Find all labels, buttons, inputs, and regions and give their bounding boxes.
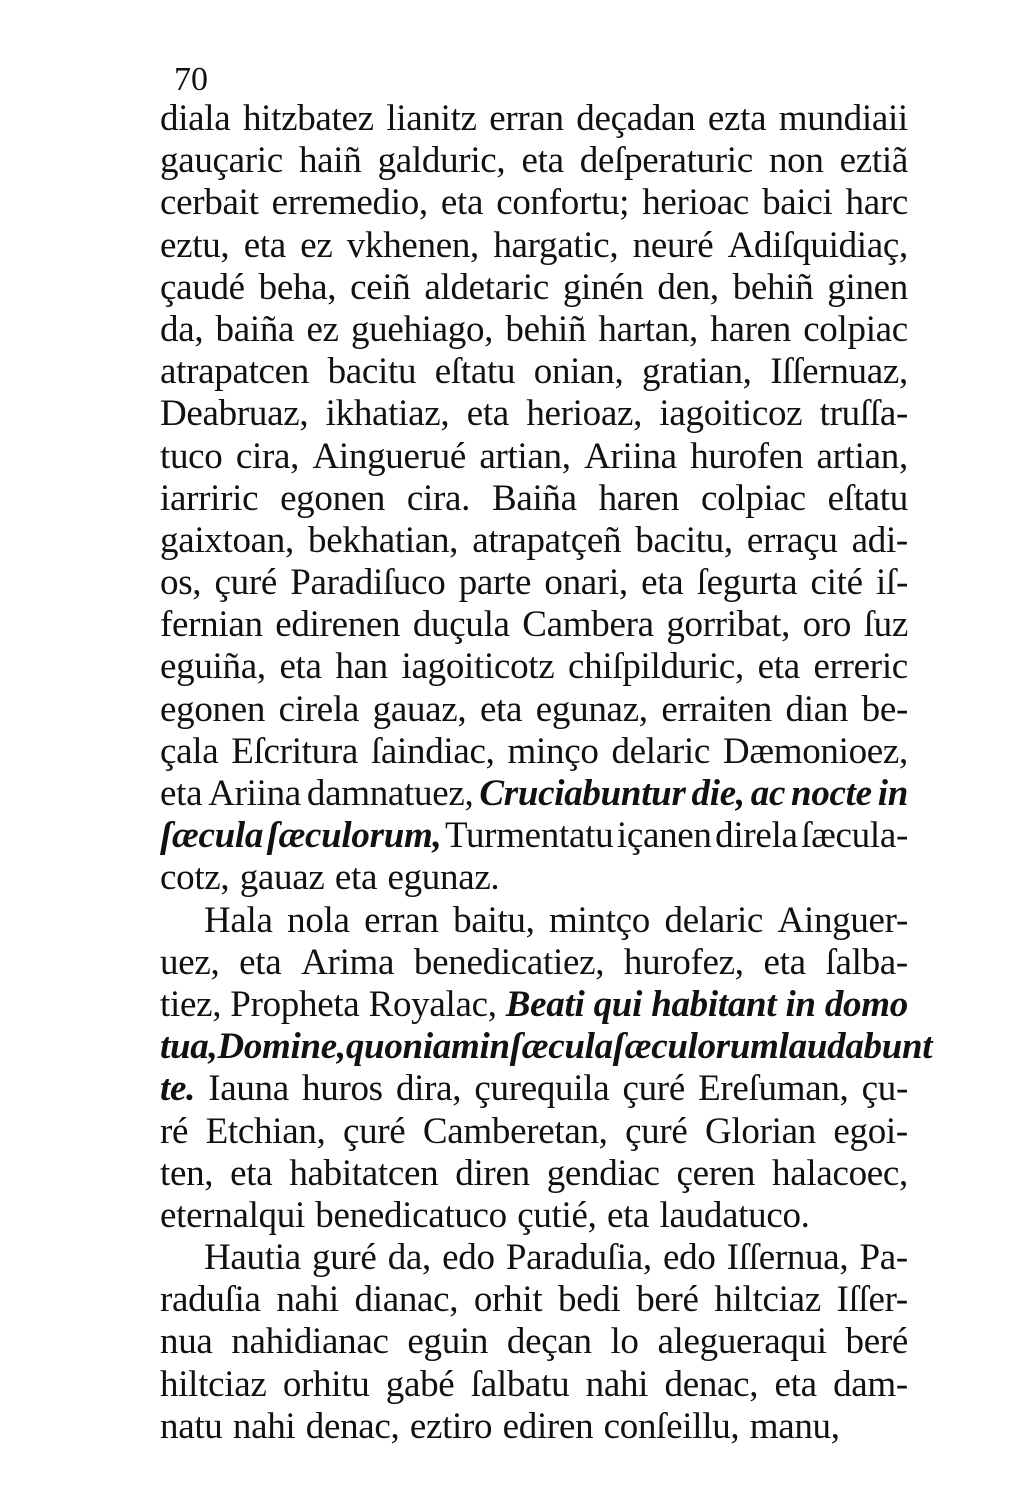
text-line — [160, 351, 908, 393]
text-line — [160, 140, 908, 182]
text-line — [160, 98, 908, 140]
text-line — [160, 1026, 933, 1068]
word: ſæcula — [160, 815, 264, 857]
word: Paradiſuco — [290, 562, 446, 604]
text-line — [160, 942, 908, 984]
word: parte — [458, 562, 532, 604]
word: onari, — [544, 562, 628, 604]
word: colpiac — [701, 477, 806, 519]
text-line — [160, 689, 908, 731]
body-text — [160, 98, 933, 1448]
word: cirela — [278, 688, 360, 730]
word: eta — [239, 941, 282, 983]
word: manu, — [749, 1405, 840, 1447]
text-line — [160, 1068, 908, 1110]
word: nahi — [585, 1363, 649, 1405]
word: minço — [507, 730, 599, 772]
text-line — [160, 478, 908, 520]
word: han — [335, 646, 388, 688]
word: truſſa- — [819, 393, 908, 435]
word: ſæcula- — [801, 815, 908, 857]
word: ſæculorum, — [266, 815, 442, 857]
word: Eſcritura — [231, 730, 359, 772]
word: be- — [861, 688, 908, 730]
word: eztiro — [409, 1405, 493, 1447]
word: eta — [479, 688, 523, 730]
word: gendiac — [546, 1152, 660, 1194]
word: eta — [774, 1363, 817, 1405]
word: Adiſquidiaç, — [727, 224, 908, 266]
word: nahi — [276, 1279, 339, 1321]
word: Beati — [505, 983, 585, 1025]
word: eta — [521, 140, 564, 182]
word: damnatuez, — [306, 773, 474, 814]
text-line — [160, 562, 908, 604]
word: herioac — [642, 182, 749, 224]
word: egoi- — [833, 1110, 908, 1152]
word: ſæculorum — [612, 1026, 779, 1068]
word: gratian, — [642, 351, 752, 393]
word: eta — [243, 224, 286, 266]
word: herioaz, — [526, 393, 643, 435]
word: Glorian — [705, 1110, 816, 1152]
word: çurequila — [474, 1068, 610, 1110]
word: eta — [334, 857, 378, 899]
word: delaric — [664, 899, 764, 941]
word: gorribat, — [666, 604, 791, 646]
text-line — [160, 984, 908, 1026]
word: eſtatu — [827, 477, 908, 519]
word: ſalbatu — [470, 1363, 570, 1405]
word: gauaz, — [372, 688, 467, 730]
word: ginen — [827, 266, 908, 308]
word: eta — [466, 393, 509, 435]
text-line — [160, 225, 908, 267]
word: behiñ — [505, 308, 587, 350]
word: eta — [606, 1194, 650, 1236]
word: eta — [763, 941, 806, 983]
text-line — [160, 520, 908, 562]
text-line — [160, 182, 908, 224]
word: laudabunt — [778, 1026, 933, 1068]
word: cira, — [235, 435, 300, 477]
word: Hala — [204, 899, 273, 941]
word: hargatic, — [493, 224, 619, 266]
word: çaudé — [160, 266, 245, 308]
word: erremedio, — [271, 182, 428, 224]
word: dam- — [833, 1363, 908, 1405]
word: egonen — [160, 688, 266, 730]
word: deçadan — [576, 98, 696, 139]
word: qui — [593, 983, 643, 1025]
word: dian — [785, 688, 849, 730]
word: Cambera — [522, 604, 654, 646]
word: eta — [440, 182, 484, 224]
word: die, — [691, 773, 745, 814]
word: direla — [715, 815, 798, 857]
page-number: 70 — [174, 61, 208, 98]
word: içanen — [616, 815, 712, 857]
word: huros — [302, 1068, 383, 1110]
word: nahi — [232, 1405, 296, 1447]
word: çeren — [676, 1152, 756, 1194]
word: Hautia — [204, 1237, 301, 1279]
word: bekhatian, — [308, 519, 459, 561]
word: gauaz — [239, 857, 325, 899]
text-line — [160, 1364, 908, 1406]
word: laudatuco. — [659, 1194, 810, 1236]
word: iagoiticoz — [659, 393, 803, 435]
word: habitatcen — [289, 1152, 439, 1194]
word: orhit — [473, 1279, 543, 1321]
word: iagoiticotz — [401, 646, 555, 688]
text-line — [160, 900, 908, 942]
word: ez — [300, 224, 333, 266]
word: Ereſuman, — [698, 1068, 849, 1110]
word: conſeillu, — [603, 1405, 740, 1447]
text-line — [160, 267, 908, 309]
word: cité — [810, 562, 863, 604]
word: da, — [387, 1237, 431, 1279]
word: diren — [455, 1152, 530, 1194]
word: confortu; — [496, 182, 630, 224]
word: mundiaii — [778, 98, 908, 139]
word: Etchian, — [205, 1110, 326, 1152]
word: bedi — [558, 1279, 621, 1321]
word: dianac, — [354, 1279, 459, 1321]
word: nocte — [791, 773, 872, 814]
word: os, — [160, 562, 202, 604]
word: egonen — [280, 477, 386, 519]
word: halacoec, — [772, 1152, 908, 1194]
word: erraiten — [661, 688, 772, 730]
text-line — [160, 857, 908, 899]
word: gauçaric — [160, 140, 283, 182]
word: edirenen — [275, 604, 401, 646]
word: galduric, — [377, 140, 506, 182]
word: eguin — [407, 1321, 489, 1363]
word: guré — [312, 1237, 377, 1279]
word: da, — [160, 308, 204, 350]
word: ſalba- — [825, 941, 908, 983]
word: den, — [657, 266, 719, 308]
word: Propheta — [230, 983, 360, 1025]
word: artian, — [479, 435, 571, 477]
word: iſ- — [875, 562, 908, 604]
text-line — [160, 1321, 908, 1363]
word: ez — [306, 308, 339, 350]
word: iarriric — [160, 477, 259, 519]
word: cerbait — [160, 182, 259, 224]
word: Turmentatu — [444, 815, 614, 857]
word: ſuz — [863, 604, 908, 646]
word: edo — [442, 1237, 495, 1279]
word: baiña — [215, 308, 295, 350]
word: adi- — [851, 519, 908, 561]
word: Dæmonioez, — [722, 730, 908, 772]
word: Cruciabuntur — [479, 773, 686, 814]
word: bacitu, — [635, 519, 733, 561]
word: gabé — [385, 1363, 455, 1405]
word: natu — [160, 1405, 223, 1447]
word: domo — [824, 983, 908, 1025]
word: Ariina — [584, 435, 677, 477]
word: guehiago, — [350, 308, 494, 350]
word: baici — [762, 182, 833, 224]
text-line — [160, 646, 908, 688]
word: eternalqui — [160, 1194, 305, 1236]
text-line — [160, 815, 908, 857]
word: çuré — [214, 562, 277, 604]
word: eztiã — [839, 140, 908, 182]
word: eta — [160, 773, 203, 814]
word: ediren — [502, 1405, 594, 1447]
word: in — [877, 773, 908, 814]
text-line — [160, 1279, 908, 1321]
word: non — [768, 140, 824, 182]
word: te. — [160, 1068, 196, 1110]
word: aldetaric — [424, 266, 550, 308]
word: ginén — [562, 266, 644, 308]
word: erran — [489, 98, 564, 139]
text-line — [160, 1111, 908, 1153]
word: chiſpilduric, — [568, 646, 744, 688]
word: habitant — [651, 983, 777, 1025]
word: Paraduſia, — [505, 1237, 652, 1279]
word: ac — [750, 773, 786, 814]
word: benedicatiez, — [413, 941, 605, 983]
word: hurofez, — [623, 941, 744, 983]
word: duçula — [412, 604, 510, 646]
word: haiñ — [298, 140, 362, 182]
word: Iſſer- — [836, 1279, 908, 1321]
word: cira. — [406, 477, 471, 519]
word: Domine, — [217, 1026, 346, 1068]
word: Iauna — [208, 1068, 289, 1110]
word: ceiñ — [350, 266, 411, 308]
word: mintço — [549, 899, 651, 941]
word: cotz, — [160, 857, 230, 899]
word: eta — [757, 646, 800, 688]
word: lo — [610, 1321, 639, 1363]
word: beha, — [258, 266, 337, 308]
word: Iſſernuaz, — [770, 351, 908, 393]
word: hiltciaz — [714, 1279, 821, 1321]
word: erraçu — [746, 519, 838, 561]
word: nua — [160, 1321, 213, 1363]
word: beré — [636, 1279, 699, 1321]
word: ezta — [707, 98, 767, 139]
word: gaixtoan, — [160, 519, 294, 561]
word: quoniam — [345, 1026, 480, 1068]
word: Arima — [301, 941, 395, 983]
word: Iſſernua, — [726, 1237, 849, 1279]
word: bacitu — [327, 351, 417, 393]
word: çuré — [342, 1110, 406, 1152]
word: haren — [710, 308, 791, 350]
word: çala — [160, 730, 219, 772]
word: delaric — [611, 730, 710, 772]
word: Deabruaz, — [160, 393, 309, 435]
word: ſaindiac, — [370, 730, 495, 772]
word: eta — [641, 562, 684, 604]
word: tiez, — [160, 983, 222, 1025]
word: ten, — [160, 1152, 214, 1194]
word: in — [785, 983, 816, 1025]
word: colpiac — [803, 308, 908, 350]
text-line — [160, 1195, 908, 1237]
word: baitu, — [453, 899, 535, 941]
word: egunaz. — [387, 857, 500, 899]
word: Camberetan, — [422, 1110, 608, 1152]
word: nahidianac — [231, 1321, 389, 1363]
word: behiñ — [732, 266, 814, 308]
word: vkhenen, — [346, 224, 479, 266]
word: denac, — [664, 1363, 759, 1405]
word: tuco — [160, 435, 223, 477]
word: hurofen — [690, 435, 804, 477]
word: onian, — [533, 351, 624, 393]
word: fernian — [160, 604, 263, 646]
word: çuré — [625, 1110, 688, 1152]
text-line — [160, 731, 908, 773]
word: çuré — [622, 1068, 685, 1110]
word: ſæcula — [509, 1026, 613, 1068]
word: alegueraqui — [657, 1321, 827, 1363]
word: beré — [845, 1321, 908, 1363]
word: Baiña — [491, 477, 577, 519]
text-line — [160, 436, 908, 478]
word: neuré — [632, 224, 714, 266]
word: dira, — [395, 1068, 462, 1110]
word: eta — [230, 1152, 273, 1194]
word: Pa- — [859, 1237, 908, 1279]
word: Ainguer- — [777, 899, 908, 941]
text-line — [160, 393, 908, 435]
word: uez, — [160, 941, 220, 983]
word: Ainguerué — [312, 435, 466, 477]
word: Royalac, — [368, 983, 497, 1025]
text-line — [160, 309, 908, 351]
word: egunaz, — [535, 688, 648, 730]
text-line — [160, 1406, 908, 1448]
word: orhitu — [282, 1363, 370, 1405]
text-line — [160, 604, 908, 646]
text-line — [160, 1237, 908, 1279]
word: nola — [287, 899, 350, 941]
word: atrapatcen — [160, 351, 309, 393]
text-line — [160, 1153, 908, 1195]
word: haren — [598, 477, 680, 519]
word: atrapatçeñ — [472, 519, 622, 561]
word: çu- — [861, 1068, 908, 1110]
word: deſperaturic — [579, 140, 753, 182]
word: raduſia — [160, 1279, 261, 1321]
word: harc — [845, 182, 908, 224]
word: benedicatuco — [315, 1194, 507, 1236]
word: oro — [802, 604, 852, 646]
word: ikhatiaz, — [325, 393, 450, 435]
word: hartan, — [598, 308, 698, 350]
word: tua, — [160, 1026, 218, 1068]
word: eztu, — [160, 224, 230, 266]
word: erreric — [813, 646, 908, 688]
word: eſtatu — [434, 351, 516, 393]
word: ré — [160, 1110, 189, 1152]
word: denac, — [305, 1405, 400, 1447]
word: Ariina — [208, 773, 301, 814]
text-line — [160, 773, 908, 815]
word: ſegurta — [696, 562, 798, 604]
word: çutié, — [517, 1194, 597, 1236]
word: in — [479, 1026, 510, 1068]
word: edo — [663, 1237, 716, 1279]
word: hiltciaz — [160, 1363, 267, 1405]
word: eta — [279, 646, 322, 688]
word: hitzbatez — [242, 98, 374, 139]
word: deçan — [506, 1321, 592, 1363]
word: artian, — [816, 435, 908, 477]
word: lianitz — [386, 98, 477, 139]
word: eguiña, — [160, 646, 266, 688]
word: erran — [364, 899, 439, 941]
word: diala — [160, 98, 231, 139]
